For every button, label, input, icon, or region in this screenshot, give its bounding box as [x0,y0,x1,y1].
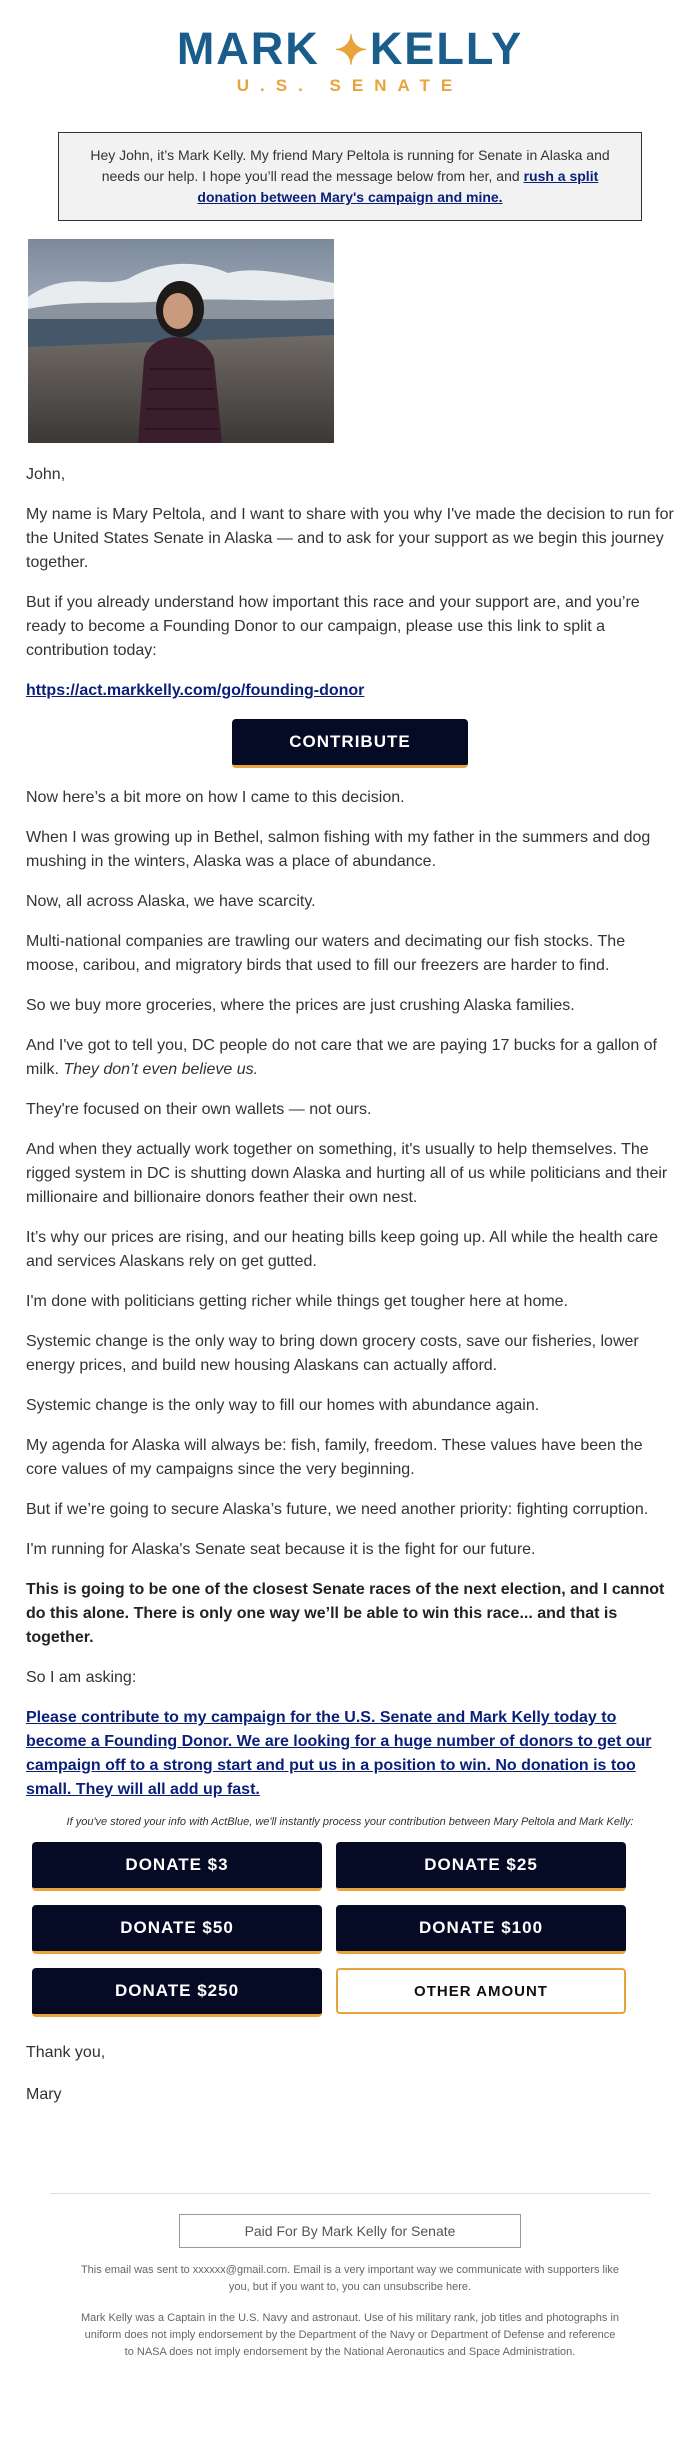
donate-25-button[interactable]: DONATE $25 [336,1842,626,1891]
donate-50-button[interactable]: DONATE $50 [32,1905,322,1954]
logo-subtitle: U.S. SENATE [236,76,464,95]
signature: Mary [26,2086,62,2103]
logo-name-first: MARK [176,23,335,74]
email-notice: This email was sent to xxxxxx@gmail.com. Email is a very important way we communicate with supporters like you, but if you want to, you can unsubscribe here. [80,2264,620,2293]
paragraph-10: And when they actually work together on something, it's usually to help themselves. The rigged system in DC is shutting down Alaska and hurting all of us while politicians and their millionaire and billionaire donors feather their own nest. [26,1141,668,1206]
footer-divider [50,2193,650,2194]
split-donation-link[interactable]: rush a split donation between Mary's campaign and mine. [197,168,599,205]
candidate-photo [28,239,334,443]
intro-text: Hey John, it’s Mark Kelly. My friend Mary Peltola is running for Senate in Alaska and needs our help. I hope you’ll read the message below from her, and [90,147,610,184]
other-amount-button[interactable]: OTHER AMOUNT [336,1968,626,2014]
contribute-button[interactable]: CONTRIBUTE [232,719,468,768]
paragraph-19: So I am asking: [26,1669,137,1686]
paragraph-15: My agenda for Alaska will always be: fish, family, freedom. These values have been the core values of my campaigns since the very beginning. [26,1437,643,1478]
paragraph-7: So we buy more groceries, where the prices are just crushing Alaska families. [26,997,575,1014]
founding-donor-link[interactable]: https://act.markkelly.com/go/founding-donor [26,682,365,699]
donate-button-grid [32,1842,700,2017]
thanks-text: Thank you, [26,2044,106,2061]
paragraph-17: I'm running for Alaska's Senate seat because it is the fight for our future. [26,1541,536,1558]
paragraph-8-emphasis: They don’t even believe us. [63,1061,259,1078]
paragraph-founding-donor: But if you already understand how important this race and your support are, and you’re ready to become a Founding Donor to our campaign, please use this link to split a contribution today: [26,594,640,659]
paragraph-13: Systemic change is the only way to bring down grocery costs, save our fisheries, lower energy prices, and build new housing Alaskans can actually afford. [26,1333,639,1374]
letter-body [0,463,700,1828]
paragraph-8 [26,1034,674,1082]
paragraph-4: When I was growing up in Bethel, salmon fishing with my father in the summers and dog mushing in the winters, Alaska was a place of abundance. [26,829,651,870]
paragraph-18-bold: This is going to be one of the closest Senate races of the next election, and I cannot do this alone. There is only one way we’ll be able to win this race... and that is together. [26,1581,665,1646]
paid-for-box: Paid For By Mark Kelly for Senate [179,2214,521,2248]
candidate-photo-image [28,239,334,443]
paragraph-9: They're focused on their own wallets — not ours. [26,1101,372,1118]
logo-name-last: KELLY [369,23,524,74]
military-disclaimer: Mark Kelly was a Captain in the U.S. Navy and astronaut. Use of his military rank, job titles and photographs in uniform does not imply endorsement by the Department of the Navy or Department of Defense and reference to NASA does not imply endorsement by the National Aeronautics and Space Administration. [80,2312,620,2358]
ask-contribute-link[interactable]: Please contribute to my campaign for the U.S. Senate and Mark Kelly today to become a Founding Donor. We are looking for a huge number of donors to get our campaign off to a strong start and put us in a position to win. No donation is too small. They will all add up fast. [26,1709,652,1798]
paragraph-intro: My name is Mary Peltola, and I want to share with you why I've made the decision to run for the United States Senate in Alaska — and to ask for your support as we begin this journey together. [26,506,674,571]
paragraph-6: Multi-national companies are trawling our waters and decimating our fish stocks. The moose, caribou, and migratory birds that used to fill our freezers are harder to find. [26,933,626,974]
donate-3-button[interactable]: DONATE $3 [32,1842,322,1891]
greeting: John, [26,466,66,483]
paragraph-14: Systemic change is the only way to fill our homes with abundance again. [26,1397,540,1414]
logo-wordmark [0,23,700,74]
paragraph-5: Now, all across Alaska, we have scarcity. [26,893,316,910]
contribute-row [26,719,674,768]
donate-100-button[interactable]: DONATE $100 [336,1905,626,1954]
closing [0,2041,700,2107]
paragraph-11: It’s why our prices are rising, and our heating bills keep going up. All while the health care and services Alaskans rely on get gutted. [26,1229,659,1270]
paragraph-8-text: And I've got to tell you, DC people do not care that we are paying 17 bucks for a gallon of milk. [26,1037,657,1078]
donate-250-button[interactable]: DONATE $250 [32,1968,322,2017]
star-icon: ✦ [334,29,370,73]
paragraph-12: I'm done with politicians getting richer while things get tougher here at home. [26,1293,569,1310]
actblue-note: If you've stored your info with ActBlue, we'll instantly process your contribution between Mary Peltola and Mark Kelly: [66,1816,634,1828]
paragraph-16: But if we’re going to secure Alaska’s future, we need another priority: fighting corruption. [26,1501,649,1518]
paragraph-3: Now here’s a bit more on how I came to this decision. [26,789,405,806]
campaign-logo [0,0,700,96]
intro-box [58,132,642,221]
